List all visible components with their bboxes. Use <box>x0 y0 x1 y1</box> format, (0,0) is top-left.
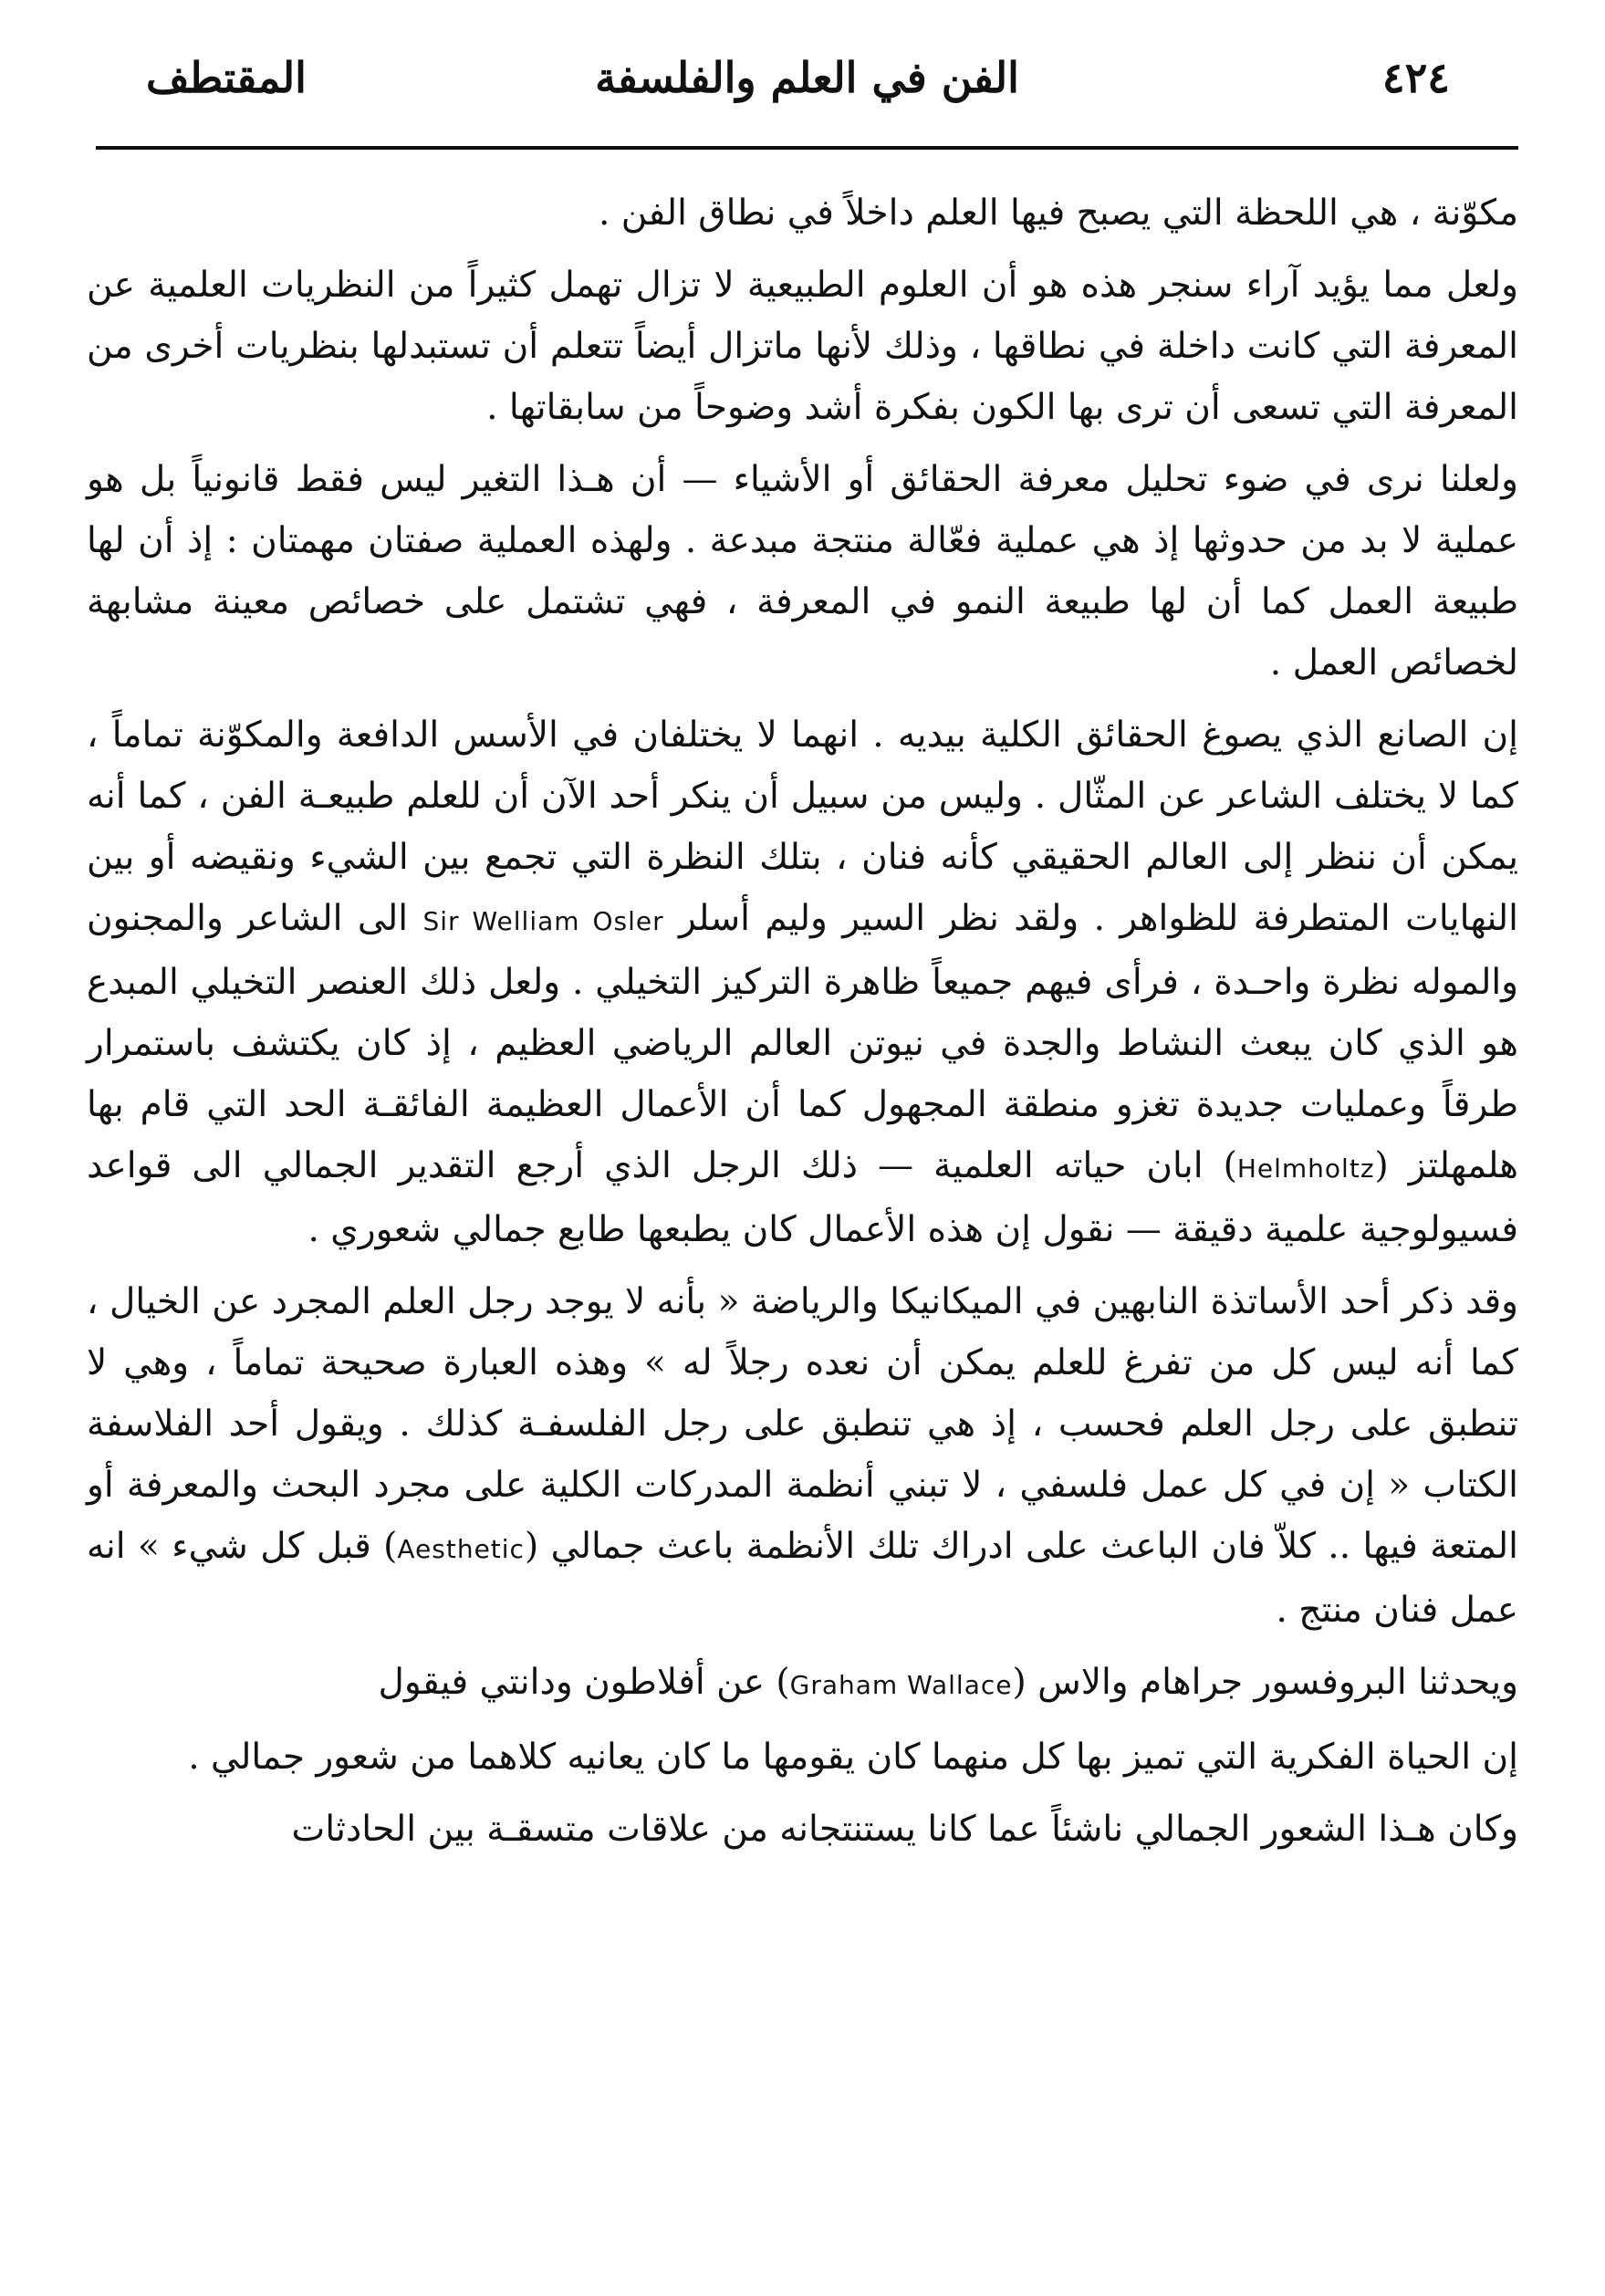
paragraph-text: قبل كل شيء » انه عمل فنان منتج . <box>87 1526 1518 1631</box>
latin-name-wallace: Graham Wallace <box>789 1670 1013 1700</box>
paragraph <box>87 1799 1518 1860</box>
paragraph-text: مكوّنة ، هي اللحظة التي يصبح فيها العلم داخلاً في نطاق الفن . <box>598 193 1518 234</box>
paragraph-text: وكان هـذا الشعور الجمالي ناشئاً عما كانا يستنتجانه من علاقات متسقـة بين الحادثات <box>291 1809 1518 1850</box>
paragraph <box>87 1727 1518 1788</box>
paragraph-text: وقد ذكر أحد الأساتذة النابهين في الميكانيكا والرياضة « بأنه لا يوجد رجل العلم المجرد عن الخيال ، كما أنه ليس كل من تفرغ للعلم يمكن أن نعده رجلاً له » وهذه العبارة صحيحة تماماً ، وهي لا تنطبق على رجل العلم فحسب ، إذ هي تنطبق على رجل الفلسفـة كذلك . <box>87 1281 1518 1445</box>
latin-term-aesthetic: Aesthetic <box>397 1534 525 1564</box>
paragraph <box>87 255 1518 438</box>
header-rule <box>96 146 1518 150</box>
paragraph-text: الى الشاعر والمجنون والموله نظرة واحـدة ، فرأى فيهم جميعاً ظاهرة التركيز التخيلي . ولعل ذلك العنصر التخيلي المبدع هو الذي كان يبعث النشاط والجدة في نيوتن العالم الرياضي العظيم ، إذ كان يكتشف باستمرار طرقاً وعمليات جديدة تغزو منطقة المجهول كما أن الأعمال العظيمة الفائقـة الحد التي قام بها هلمهلتز <box>87 898 1518 1186</box>
page-number: ٤٢٤ <box>1381 53 1450 102</box>
paragraph-text: عن أفلاطون ودانتي فيقول <box>378 1662 766 1703</box>
paragraph-text: ابان حياته العلمية — ذلك الرجل الذي أرجع التقدير الجمالي الى قواعد فسيولوجية علمية دقيقة — نقول إن هذه الأعمال كان يطبعها طابع جمالي شعوري . <box>87 1145 1518 1250</box>
article-body <box>87 183 1518 1871</box>
paragraph: إن الصانع الذي يصوغ الحقائق الكلية بيديه . انهما لا يختلفان في الأسس الدافعة والمكوّنة تماماً ، كما لا يختلف الشاعر عن المثّال . وليس من سبيل أن ينكر أحد الآن أن للعلم طبيعـة الفن ، كما أنه يمكن أن ننظر إلى العالم الحقيقي كأنه فنان ، بتلك النظرة التي تجمع بين الشيء ونقيضه أو بين النهايات المتطرفة للظواهر . ولقد نظر السير وليم أسلر Sir Welliam Osler الى الشاعر والمجنون والموله نظرة واحـدة ، فرأى فيهم جميعاً ظاهرة التركيز التخيلي . ولعل ذلك العنصر التخيلي المبدع هو الذي كان يبعث النشاط والجدة في نيوتن العالم الرياضي العظيم ، إذ كان يكتشف باستمرار طرقاً وعمليات جديدة تغزو منطقة المجهول كما أن الأعمال العظيمة الفائقـة الحد التي قام بها هلمهلتز (Helmholtz) ابان حياته العلمية — ذلك الرجل الذي أرجع التقدير الجمالي الى قواعد فسيولوجية علمية دقيقة — نقول إن هذه الأعمال كان يطبعها طابع جمالي شعوري . <box>87 715 1518 1250</box>
latin-name-helmholtz: Helmholtz <box>1236 1153 1375 1184</box>
latin-name-osler: Sir Welliam Osler <box>422 906 664 936</box>
paragraph: ويحدثنا البروفسور جراهام والاس (Graham Wallace) عن أفلاطون ودانتي فيقول <box>378 1662 1518 1703</box>
page-title: الفن في العلم والفلسفة <box>595 53 1019 102</box>
paragraph-text: إن الصانع الذي يصوغ الحقائق الكلية بيديه . انهما لا يختلفان في الأسس الدافعة والمكوّنة تماماً ، كما لا يختلف الشاعر عن المثّال . وليس من سبيل أن ينكر أحد الآن أن للعلم طبيعـة الفن ، كما أنه يمكن أن ننظر إلى العالم الحقيقي كأنه فنان ، بتلك النظرة التي تجمع بين الشيء ونقيضه أو بين النهايات المتطرفة للظواهر . ولقد نظر السير وليم أسلر <box>87 715 1518 939</box>
paragraph: وقد ذكر أحد الأساتذة النابهين في الميكانيكا والرياضة « بأنه لا يوجد رجل العلم المجرد عن الخيال ، كما أنه ليس كل من تفرغ للعلم يمكن أن نعده رجلاً له » وهذه العبارة صحيحة تماماً ، وهي لا تنطبق على رجل العلم فحسب ، إذ هي تنطبق على رجل الفلسفـة كذلك . ويقول أحد الفلاسفة الكتاب « إن في كل عمل فلسفي ، لا تبني أنظمة المدركات الكلية على مجرد البحث والمعرفة أو المتعة فيها .. كلاّ فان الباعث على ادراك تلك الأنظمة باعث جمالي (Aesthetic) قبل كل شيء » انه عمل فنان منتج . <box>87 1281 1518 1631</box>
paragraph-text: ويحدثنا البروفسور جراهام والاس <box>1037 1662 1518 1703</box>
paragraph-text: ويقول أحد الفلاسفة الكتاب « إن في كل عمل فلسفي ، لا تبني أنظمة المدركات الكلية على مجرد البحث والمعرفة أو المتعة فيها .. كلاّ فان الباعث على ادراك تلك الأنظمة باعث جمالي <box>87 1404 1518 1567</box>
journal-name: المقتطف <box>146 53 307 102</box>
paragraph-text: ولعلنا نرى في ضوء تحليل معرفة الحقائق أو الأشياء — أن هـذا التغير ليس فقط قانونياً بل هو عملية لا بد من حدوثها إذ هي عملية فعّالة منتجة مبدعة . ولهذه العملية صفتان مهمتان : إذ أن لها طبيعة العمل كما أن لها طبيعة النمو في المعرفة ، فهي تشتمل على خصائص معينة مشابهة لخصائص العمل . <box>87 459 1518 684</box>
paragraph-text: إن الحياة الفكرية التي تميز بها كل منهما كان يقومها ما كان يعانيه كلاهما من شعور جمالي . <box>188 1737 1518 1778</box>
page-header <box>146 53 1468 117</box>
paragraph <box>87 449 1518 694</box>
paragraph <box>87 183 1518 244</box>
paragraph-text: ولعل مما يؤيد آراء سنجر هذه هو أن العلوم الطبيعية لا تزال تهمل كثيراً من النظريات العلمية عن المعرفة التي كانت داخلة في نطاقها ، وذلك لأنها ماتزال أيضاً تتعلم أن تستبدلها بنظريات أخرى من المعرفة التي تسعى أن ترى بها الكون بفكرة أشد وضوحاً من سابقاتها . <box>87 265 1518 428</box>
